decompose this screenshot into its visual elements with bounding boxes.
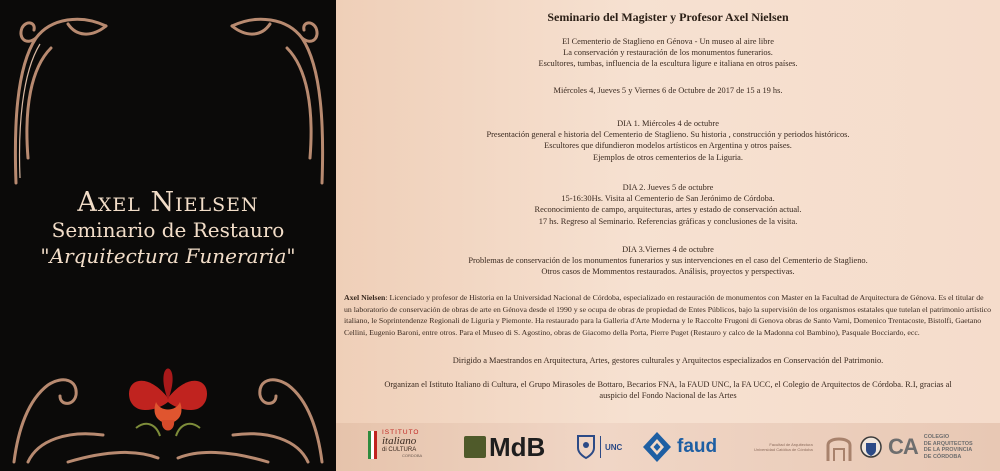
iic-logo bbox=[370, 429, 422, 465]
audience-line bbox=[336, 355, 1000, 366]
day2-line: 17 hs. Regreso al Seminario. Referencias gráficas y conclusiones de la visita. bbox=[538, 216, 798, 226]
faud-logo bbox=[641, 429, 717, 465]
day1-title: DIA 1. Miércoles 4 de octubre bbox=[617, 119, 719, 128]
ucc-line1: Facultad de Arquitectura bbox=[769, 442, 813, 447]
mdb-emblem-icon bbox=[464, 436, 486, 458]
day2-block bbox=[336, 182, 1000, 227]
seminar-subtitle: Seminario de Restauro bbox=[51, 218, 285, 242]
dates-line bbox=[336, 85, 1000, 96]
intro-line: El Cementerio de Staglieno en Génova - Un museo al aire libre bbox=[562, 37, 774, 46]
right-panel bbox=[336, 0, 1000, 471]
organizers-line: auspicio del Fondo Nacional de las Artes bbox=[599, 391, 737, 401]
ca-line2: DE ARQUITECTOS bbox=[923, 440, 973, 447]
day1-block bbox=[336, 118, 1000, 163]
mdb-text: MdB bbox=[489, 431, 546, 462]
intro-line: La conservación y restauración de los monumentos funerarios. bbox=[563, 48, 773, 58]
day1-line: Presentación general e historia del Cementerio de Staglieno. Su historia , construcción y periodos históricos. bbox=[486, 130, 850, 140]
ucc-logo bbox=[754, 429, 813, 465]
iic-line2: italiano bbox=[382, 435, 417, 447]
ca-line3: DE LA PROVINCIA bbox=[923, 447, 973, 453]
ca-line1: COLEGIO bbox=[923, 434, 950, 440]
ucc-line2: Universidad Católica de Córdoba bbox=[754, 447, 813, 452]
day2-line: 15-16:30Hs. Visita al Cementerio de San Jerónimo de Córdoba. bbox=[561, 194, 775, 204]
iic-line1: ISTITUTO bbox=[382, 429, 420, 436]
unc-logo bbox=[576, 429, 622, 465]
organizers-line: Organizan el Istituto Italiano di Cultura, el Grupo Mirasoles de Bottaro, Becarios FNA, la FAUD UNC, la FA UCC, el Colegio de Arquitectos de Córdoba. R.I, gracias al bbox=[384, 380, 952, 389]
day2-line: Reconocimiento de campo, arquitecturas, artes y estado de conservación actual. bbox=[534, 205, 802, 215]
day3-line: Otros casos de Mommentos restaurados. Análisis, proyectos y perspectivas. bbox=[541, 267, 795, 277]
day3-block bbox=[336, 244, 1000, 278]
organizers-block bbox=[336, 379, 1000, 401]
ca-line4: DE CÓRDOBA bbox=[923, 453, 962, 460]
sponsor-logos-bar bbox=[336, 423, 1000, 471]
mdb-logo bbox=[464, 429, 545, 465]
crest-logo bbox=[860, 429, 882, 465]
audience-text: Dirigido a Maestrandos en Arquitectura, Artes, gestores culturales y Arquitectos especializados en Conservación del Patrimonio. bbox=[452, 356, 884, 365]
unc-shield-icon bbox=[576, 434, 596, 460]
bio-name: Axel Nielsen bbox=[344, 293, 386, 302]
iic-flag-icon bbox=[368, 431, 378, 459]
unc-text: UNC bbox=[605, 442, 623, 452]
seminar-topic: "Arquitectura Funeraria" bbox=[40, 244, 296, 268]
faud-text: faud bbox=[677, 436, 718, 457]
left-panel bbox=[0, 0, 336, 471]
ca-monogram: CA bbox=[888, 434, 918, 459]
intro-block bbox=[336, 36, 1000, 70]
colegio-arquitectos-logo bbox=[888, 429, 973, 465]
speaker-bio bbox=[344, 292, 992, 338]
faud-diamond-icon bbox=[641, 430, 673, 464]
ucc-emblem bbox=[824, 429, 854, 465]
corner-ornament-top-right-icon bbox=[222, 8, 332, 188]
speaker-name: Axel Nielsen bbox=[77, 187, 259, 218]
day1-line: Escultores que difundieron modelos artísticos en Argentina y otros países. bbox=[544, 141, 792, 151]
day3-line: Problemas de conservación de los monumentos funerarios y sus intervenciones en el caso del Cementerio de Staglieno. bbox=[468, 256, 868, 266]
day3-title: DIA 3.Viernes 4 de octubre bbox=[622, 245, 714, 254]
bio-text: : Licenciado y profesor de Historia en la Universidad Nacional de Córdoba, especializado en restauración de monumentos con Master en la Facultad de Arquitectura de Génova. Es el titular de un laboratorio de conservación de obras de arte en Génova desde el 1990 y se ocupa de obras de propiedad de Entes Públicos, bajo la supervisión de los organismos estatales que tutelan el patrimonio artístico italiano, le Soprintendenze Regionali de Liguria y Piemonte. Ha restaurado para la Galleria d'Arte Moderna y le Raccolte Frugoni di Genova obras de Santo Varni, Domenico Trentacoste, Bistolfi, Gaetano Cellini, Eugenio Baroni, entre otros. Para el Museo di S. Agostino, obras de Giacomo della Porta, Pierre Puget (Restauro y calco de la Madonna col Bambino), Pasquale Bocciardo, ecc. bbox=[344, 293, 992, 337]
intro-line: Escultores, tumbas, influencia de la escultura ligure e italiana en otros países. bbox=[538, 59, 798, 69]
crest-icon bbox=[860, 432, 882, 462]
day2-title: DIA 2. Jueves 5 de octubre bbox=[622, 183, 714, 192]
page-title: Seminario del Magister y Profesor Axel Nielsen bbox=[547, 10, 789, 24]
red-flower-icon bbox=[116, 350, 220, 442]
iic-line3: di CULTURA bbox=[382, 447, 417, 453]
ucc-arch-icon bbox=[824, 431, 854, 463]
dates-text: Miércoles 4, Jueves 5 y Viernes 6 de Octubre de 2017 de 15 a 19 hs. bbox=[553, 86, 783, 95]
day1-line: Ejemplos de otros cementerios de la Liguria. bbox=[592, 152, 743, 162]
iic-line4: CORDOBA bbox=[402, 453, 423, 458]
ca-text-block bbox=[924, 434, 973, 460]
corner-ornament-top-left-icon bbox=[6, 8, 116, 188]
